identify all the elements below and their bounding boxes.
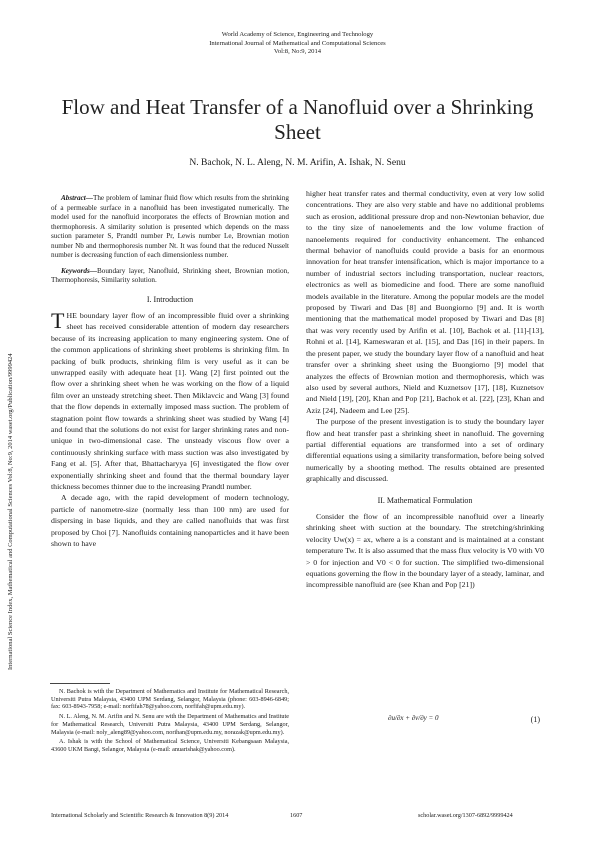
footer-page-number: 1607 <box>290 812 303 819</box>
footnote-1: N. Bachok is with the Department of Mathematics and Institute for Mathematical Research, Universiti Putra Malaysia, 43400 UPM Serdang, Selangor, Malaysia (phone: 603-8946-6849; fax: 603-8943-7958; e-mail: norfifah78@yahoo.com, norfifah@upm.edu.my). <box>51 688 289 711</box>
equation-1-body: ∂u/∂x + ∂v/∂y = 0 <box>388 714 439 722</box>
keywords-text: Boundary layer, Nanofluid, Shrinking sheet, Brownian motion, Thermophoresis, Similarity solution. <box>51 266 289 284</box>
section-heading-introduction: I. Introduction <box>146 294 194 304</box>
paper-title: Flow and Heat Transfer of a Nanofluid over a Shrinking Sheet <box>61 95 534 144</box>
abstract-label: Abstract— <box>61 194 93 202</box>
formulation-paragraph-1: Consider the flow of an incompressible nanofluid over a linearly shrinking sheet with suction at the boundary. The stretching/shrinking velocity Uw(x) = ax, where a is a constant and is maintained at a constant temperature Tw. It is also assumed that the mass flux velocity is V0 with V0 > 0 for injection and V0 < 0 for suction. The simplified two-dimensional equations governing the flow in the boundary layer of a steady, laminar, and incompressible nanofluid are (see Khan and Pop [21]) <box>306 511 544 590</box>
footnote-3: A. Ishak is with the School of Mathematical Science, Universiti Kebangsaan Malaysia, 43600 UKM Bangi, Selangor, Malaysia (e-mail: anuarishak@yahoo.com). <box>51 738 289 753</box>
equation-1-number: (1) <box>530 715 540 724</box>
abstract <box>51 194 289 261</box>
section-heading-formulation: II. Mathematical Formulation <box>377 495 473 505</box>
keywords <box>51 267 289 286</box>
sidebar-citation: International Science Index, Mathematical and Computational Sciences Vol:8, No:9, 2014 waset.org/Publication/9999424 <box>7 353 14 670</box>
equation-1 <box>300 714 540 730</box>
abstract-text: The problem of laminar fluid flow which results from the shrinking of a permeable surface in a nanofluid has been investigated numerically. The model used for the nanofluid incorporates the effects of Brownian motion and thermophoresis. A similarity solution is presented which depends on the mass suction parameter S, Prandtl number Pr, Lewis number Le, Brownian motion number Nb and thermophoresis number Nt. It was found that the reduced Nusselt number is decreasing function of each dimensionless number. <box>51 194 289 259</box>
footnotes <box>51 688 289 756</box>
intro-paragraph-3: The purpose of the present investigation is to study the boundary layer flow and heat transfer past a shrinking sheet in nanofluid. The governing partial differential equations are transformed into a set of ordinary differential equations using a similarity transformation, before being solved numerically by a shooting method. The results obtained are presented graphically and discussed. <box>306 417 544 484</box>
header-line-3: Vol:8, No:9, 2014 <box>273 48 322 56</box>
header-line-1: World Academy of Science, Engineering and Technology <box>221 31 374 38</box>
author-list: N. Bachok, N. L. Aleng, N. M. Arifin, A. Ishak, N. Senu <box>189 157 406 168</box>
header-line-2: International Journal of Mathematical and Computational Sciences <box>209 39 386 47</box>
footnote-2: N. L. Aleng, N. M. Arifin and N. Senu are with the Department of Mathematics and Institute for Mathematical Research, Universiti Putra Malaysia, 43400 UPM Serdang, Selangor, Malaysia (e-mail: noly_aleng89@yahoo.com, norihan@upm.edu.my, norazak@upm.edu.my). <box>51 713 289 736</box>
intro-paragraph-2-continued: higher heat transfer rates and thermal conductivity, even at very low solid concentrations. They are also very stable and have no additional problems such as erosion, additional pressure drop and non-Newtonian behavior, due to the tiny size of nanoelements and the low volume fraction of nanoelements required for conductivity enhancement. The enhanced thermal behavior of nanofluids could provide a basis for an enormous innovation for heat transfer intensification, which is major importance to a number of industrial sectors including transportation, nuclear reactors, electronics as well as biomedicine and food. There are some nanofluid models available in the literature. Among the popular models are the model proposed by Tiwari and Das [8] and Buongiorno [9] and. It is worth mentioning that the mathematical model proposed by Tiwari and Das [8] that was very recently used by Arifin et al. [10], Bachok et al. [11]-[13], Rohni et al. [14], Kameswaran et al. [15], and Das [16] in their papers. In the present paper, we study the boundary layer flow of a nanofluid and heat transfer over a shrinking sheet using the Buongiorno [9] model that analyzes the effects of Brownian motion and thermophoresis, which was also used by several authors, Nield and Kuznetsov [17], [18], Kuznetsov and Nield [19], [20], Khan and Pop [21], Bachok et al. [22], [23], Khan and Aziz [24], Nadeem and Lee [25]. <box>306 189 544 415</box>
intro-paragraph-1 <box>51 307 289 493</box>
drop-cap: T <box>51 307 65 333</box>
journal-header <box>0 31 595 57</box>
intro-paragraph-1-text: HE boundary layer flow of an incompressible fluid over a shrinking sheet has received considerable attention of modern day researchers because of its increasing application to many engineering system. One of the common applications of shrinking sheet problems is shrinking film. In packing of bulk products, shrinking film is very useful as it can be unwrapped easily with adequate heat [1]. Wang [2] first pointed out the flow over a shrinking sheet when he was working on the flow of a liquid film over an unsteady stretching sheet. Then Miklavcic and Wang [3] found that the flow depends in externally imposed mass suction. The problem of stagnation point flow towards a shrinking sheet was studied by Wang [4] and found that the solutions do not exist for larger shrinking rates and non-unique in two-dimensional case. The unsteady viscous flow over a continuously shrinking surface with mass suction was also investigated by Fang et al. [5]. After that, Bhattacharyya [6] investigated the flow over exponentially shrinking sheet and found that the thermal boundary layer thickness becomes thinner due to the increasing Prandtl number. <box>51 310 289 491</box>
footer-journal: International Scholarly and Scientific Research & Innovation 8(9) 2014 <box>51 812 229 819</box>
right-column <box>306 188 544 591</box>
footnote-rule <box>50 683 110 684</box>
left-column <box>51 194 289 549</box>
footer-url: scholar.waset.org/1307-6892/9999424 <box>418 812 513 819</box>
intro-paragraph-2: A decade ago, with the rapid development of modern technology, particle of nanometre-size (normally less than 100 nm) are used for dispersing in base liquids, and they are called nanofluids that was first proposed by Choi [7]. Nanofluids containing nanoparticles and it have been shown to have <box>51 493 289 549</box>
keywords-label: Keywords— <box>61 266 97 275</box>
